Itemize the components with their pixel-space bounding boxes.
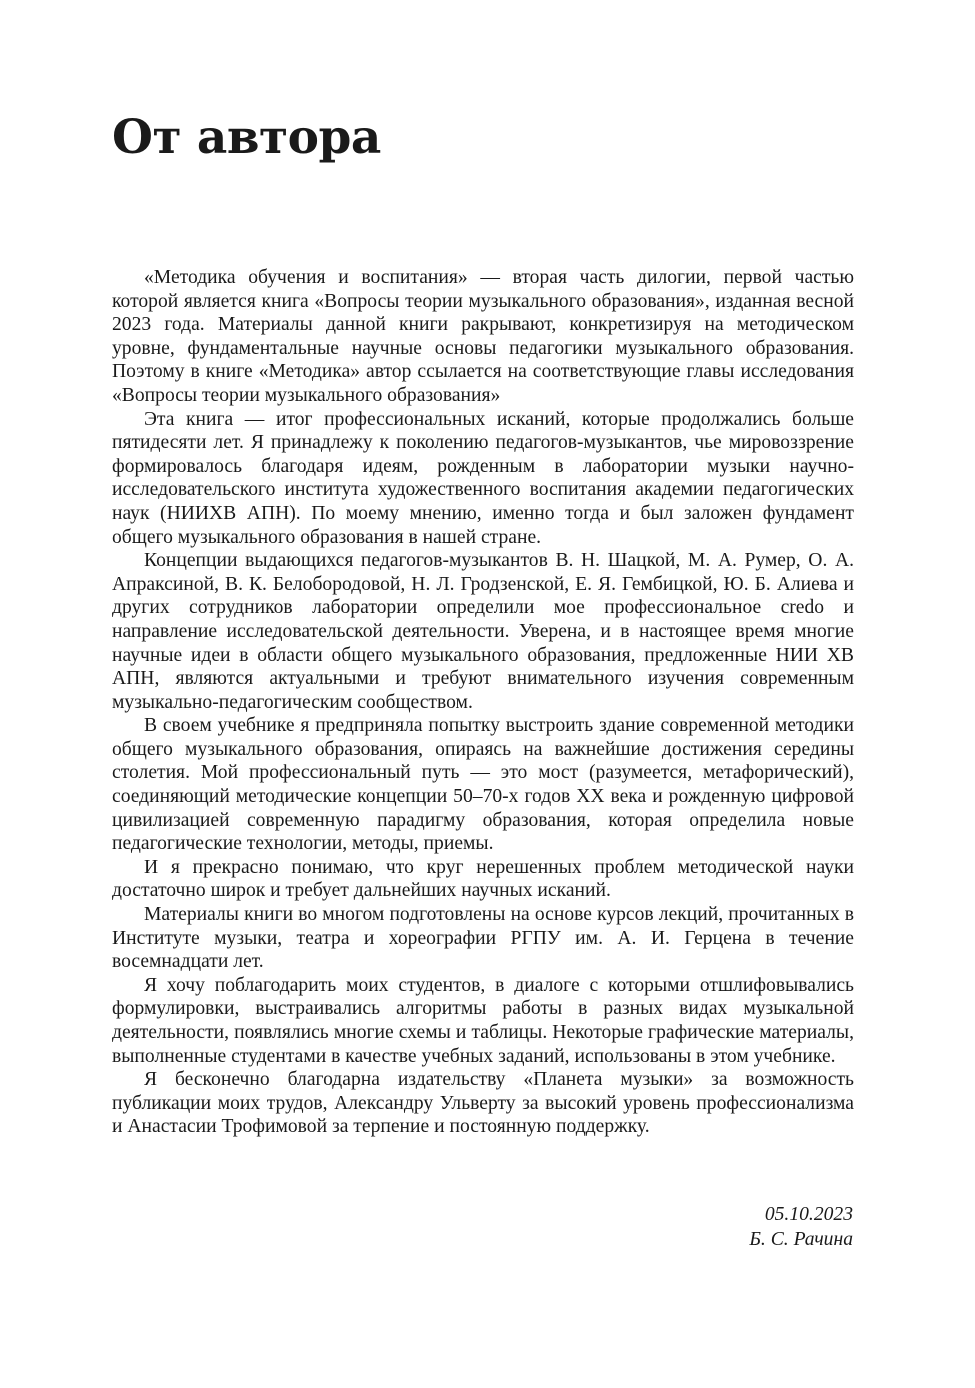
signature-block [749,1202,853,1252]
paragraph: Я хочу поблагодарить моих студентов, в диалоге с которыми отшлифовывались формулировки, выстраивались алгоритмы работы в разных видах музыкальной деятельности, появлялись многие схемы и таблицы. Некоторые графические материалы, выполненные студентами в качестве учебных заданий, использованы в этом учебнике. [112,974,854,1067]
paragraph: В своем учебнике я предприняла попытку выстроить здание современной методики общего музыкального образования, опираясь на важнейшие достижения середины столетия. Мой профессиональный путь — это мост (разумеется, метафорический), соединяющий методические концепции 50–70-х годов XX века и рожденную цифровой цивилизацией современную парадигму образования, которая определила новые педагогические технологии, методы, приемы. [112,715,854,855]
signature-author: Б. С. Рачина [749,1229,853,1250]
body-text [112,266,854,1139]
paragraph: Я бесконечно благодарна издательству «Планета музыки» за возможность публикации моих трудов, Александру Ульверту за высокий уровень профессионализма и Анастасии Трофимовой за терпение и постоянную поддержку. [112,1069,854,1138]
signature-date: 05.10.2023 [764,1204,853,1225]
paragraph: Концепции выдающихся педагогов-музыкантов В. Н. Шацкой, М. А. Румер, О. А. Апраксиной, В. К. Белобородовой, Н. Л. Гродзенской, Е. Я. Гембицкой, Ю. Б. Алиева и других сотрудников лаборатории определили мое профессиональное credo и направление исследовательской деятельности. Уверена, и в настоящее время многие научные идеи в области общего музыкального образования, предложенные НИИ ХВ АПН, являются актуальными и требуют внимательного изучения современным музыкально-педагогическим сообществом. [112,550,854,713]
paragraph: «Методика обучения и воспитания» — вторая часть дилогии, первой частью которой является книга «Вопросы теории музыкального образования», изданная весной 2023 года. Материалы данной книги ракрывают, конкретизируя на методическом уровне, фундаментальные научные основы педагогики музыкального образования. Поэтому в книге «Методика» автор ссылается на соответствующие главы исследования «Вопросы теории музыкального образования» [112,267,854,406]
paragraph: Материалы книги во многом подготовлены на основе курсов лекций, прочитанных в Институте музыки, театра и хореографии РГПУ им. А. И. Герцена в течение восемнадцати лет. [112,904,854,973]
paragraph: И я прекрасно понимаю, что круг нерешенных проблем методической науки достаточно широк и требует дальнейших научных исканий. [112,856,854,902]
paragraph: Эта книга — итог профессиональных исканий, которые продолжались больше пятидесяти лет. Я принадлежу к поколению педагогов-музыкантов, чье мировоззрение формировалось благодаря идеям, рожденным в лаборатории музыки научно-исследовательского института художественного воспитания академии педагогических наук (НИИХВ АПН). По моему мнению, именно тогда и был заложен фундамент общего музыкального образования в нашей стране. [112,408,854,548]
page-title: От автора [112,110,381,165]
